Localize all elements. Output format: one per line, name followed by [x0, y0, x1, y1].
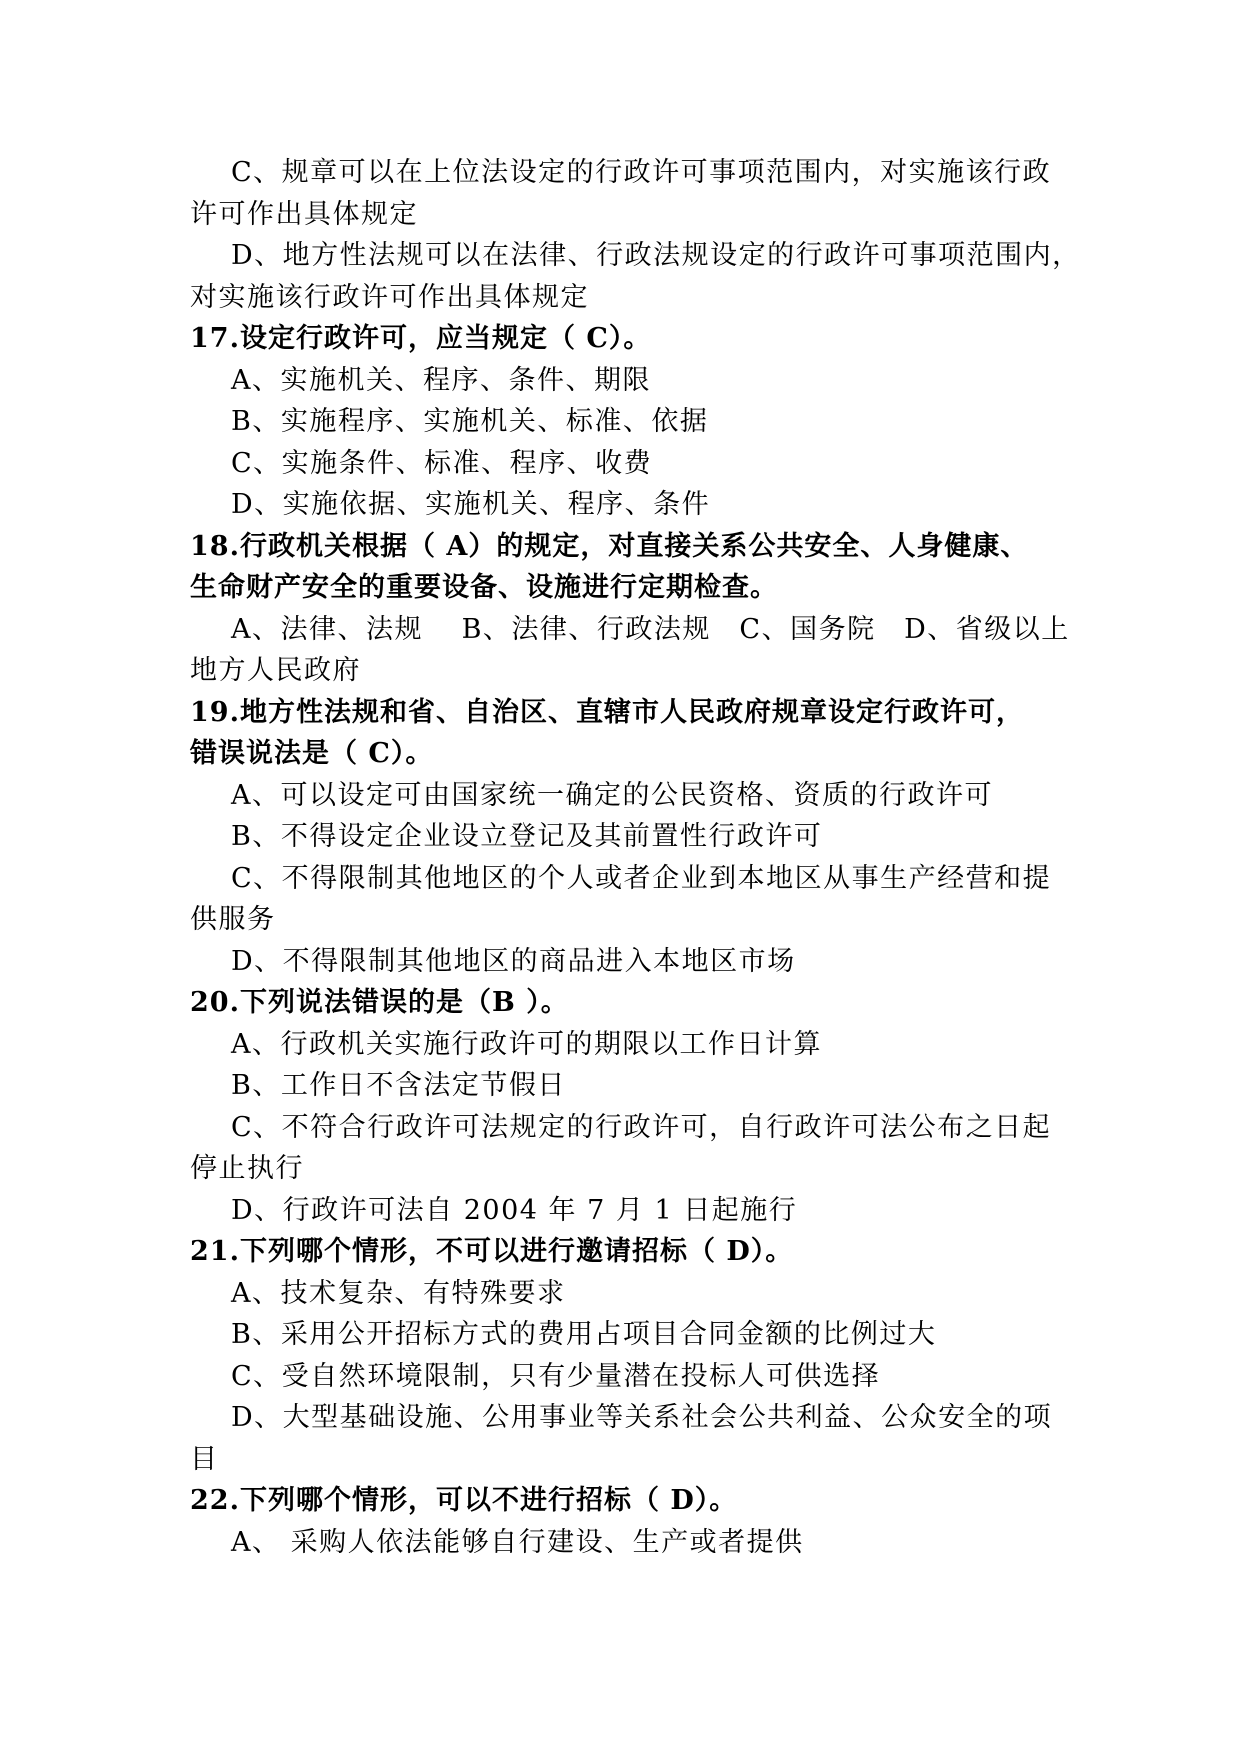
option-line: B、实施程序、实施机关、标准、依据	[231, 406, 709, 437]
option-line: C、实施条件、标准、程序、收费	[231, 447, 653, 479]
question-18-continuation: 生命财产安全的重要设备、设施进行定期检查。	[190, 572, 778, 603]
option-line: A、可以设定可由国家统一确定的公民资格、资质的行政许可	[231, 779, 993, 811]
question-17: 17.设定行政许可，应当规定（ C）。	[190, 323, 652, 354]
option-continuation: 许可作出具体规定	[190, 198, 418, 230]
question-19-continuation: 错误说法是（ C）。	[190, 738, 434, 769]
option-line: C、受自然环境限制，只有少量潜在投标人可供选择	[231, 1360, 881, 1392]
option-line: A、行政机关实施行政许可的期限以工作日计算	[231, 1028, 822, 1060]
option-line: C、不得限制其他地区的个人或者企业到本地区从事生产经营和提	[231, 862, 1052, 894]
option-line: C、不符合行政许可法规定的行政许可，自行政许可法公布之日起	[231, 1111, 1052, 1143]
option-continuation: 对实施该行政许可作出具体规定	[190, 281, 589, 313]
option-line: D、地方性法规可以在法律、行政法规设定的行政许可事项范围内，	[231, 240, 1081, 271]
option-line: D、不得限制其他地区的商品进入本地区市场	[231, 945, 796, 977]
option-continuation: 停止执行	[190, 1153, 304, 1184]
document-page	[190, 152, 1081, 1563]
option-line: B、工作日不含法定节假日	[231, 1070, 566, 1101]
option-line: A、 采购人依法能够自行建设、生产或者提供	[231, 1526, 804, 1558]
option-line: C、规章可以在上位法设定的行政许可事项范围内，对实施该行政	[231, 157, 1052, 188]
option-continuation: 供服务	[190, 904, 276, 935]
question-18: 18.行政机关根据（ A）的规定，对直接关系公共安全、人身健康、	[190, 530, 1029, 562]
question-21: 21.下列哪个情形，不可以进行邀请招标（ D）。	[190, 1236, 794, 1267]
option-line: A、实施机关、程序、条件、期限	[231, 364, 651, 396]
question-19: 19.地方性法规和省、自治区、直辖市人民政府规章设定行政许可，	[190, 696, 1024, 728]
option-line: D、大型基础设施、公用事业等关系社会公共利益、公众安全的项	[231, 1402, 1053, 1433]
option-line: B、采用公开招标方式的费用占项目合同金额的比例过大	[231, 1319, 937, 1350]
option-line: D、实施依据、实施机关、程序、条件	[231, 489, 711, 520]
question-20: 20.下列说法错误的是（B ）。	[190, 987, 569, 1018]
option-continuation: 地方人民政府	[190, 655, 361, 686]
option-line: B、不得设定企业设立登记及其前置性行政许可	[231, 821, 823, 852]
option-line: A、法律、法规 B、法律、行政法规 C、国务院 D、省级以上	[231, 613, 1070, 645]
option-line: A、技术复杂、有特殊要求	[231, 1277, 566, 1309]
question-22: 22.下列哪个情形，可以不进行招标（ D）。	[190, 1485, 738, 1516]
option-continuation: 目	[190, 1443, 219, 1475]
option-line: D、行政许可法自 2004 年 7 月 1 日起施行	[231, 1194, 798, 1226]
